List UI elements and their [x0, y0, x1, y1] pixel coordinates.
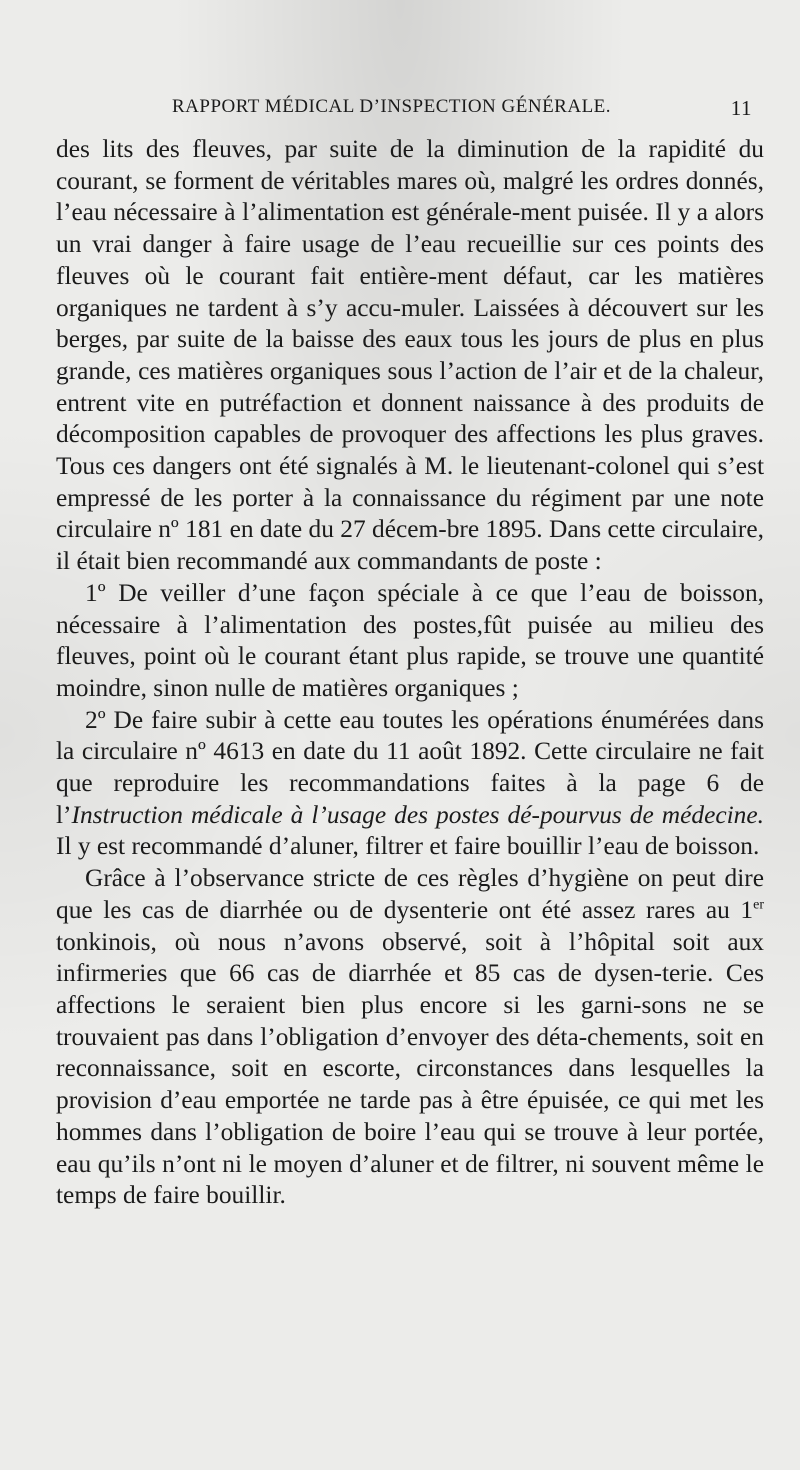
page-number: 11: [730, 96, 752, 120]
paragraph-4: [56, 863, 764, 1212]
running-title: RAPPORT MÉDICAL D’INSPECTION GÉNÉRALE.: [172, 96, 612, 117]
body-text: [56, 134, 764, 1212]
ordinal-superscript: er: [753, 897, 764, 913]
instruction-title-italic: Instruction médicale à l’usage des postes dé-pourvus de médecine.: [71, 800, 764, 829]
paragraph-2: 1º De veiller d’une façon spéciale à ce que l’eau de boisson, nécessaire à l’alimentation des postes,fût puisée au milieu des fleuves, point où le courant étant plus rapide, se trouve une quantité moindre, sinon nulle de matières organiques ;: [56, 578, 764, 702]
page-header: [172, 96, 752, 126]
paragraph-3-text-b: Il y est recommandé d’aluner, filtrer et faire bouillir l’eau de boisson.: [56, 832, 760, 861]
paragraph-1: des lits des fleuves, par suite de la diminution de la rapidité du courant, se forment de véritables mares où, malgré les ordres donnés, l’eau nécessaire à l’alimentation est générale-ment puisée. Il y a alors un vrai danger à faire usage de l’eau recueillie sur ces points des fleuves où le courant fait entière-ment défaut, car les matières organiques ne tardent à s’y accu-muler. Laissées à découvert sur les berges, par suite de la baisse des eaux tous les jours de plus en plus grande, ces matières organiques sous l’action de l’air et de la chaleur, entrent vite en putréfaction et donnent naissance à des produits de décomposition capables de provoquer des affections les plus graves. Tous ces dangers ont été signalés à M. le lieutenant-colonel qui s’est empressé de les porter à la connaissance du régiment par une note circulaire nº 181 en date du 27 décem-bre 1895. Dans cette circulaire, il était bien recommandé aux commandants de poste :: [56, 135, 764, 576]
paragraph-3-text-a: 2º De faire subir à cette eau toutes les opérations énumérées dans la circulaire nº 4613 en date du 11 août 1892. Cette circulaire ne fait que reproduire les recommandations faites à la page 6 de l’: [56, 705, 764, 829]
paragraph-4-text-a: Grâce à l’observance stricte de ces règles d’hygiène on peut dire que les cas de diarrhée ou de dysenterie ont été assez rares au 1: [56, 864, 764, 924]
paragraph-3: [56, 705, 764, 864]
paragraph-4-text-b: tonkinois, où nous n’avons observé, soit à l’hôpital soit aux infirmeries que 66 cas de diarrhée et 85 cas de dysen-terie. Ces affections le seraient bien plus encore si les garni-sons ne se trouvaient pas dans l’obligation d’envoyer des déta-chements, soit en reconnaissance, soit en escorte, circonstances dans lesquelles la provision d’eau emportée ne tarde pas à être épuisée, ce qui met les hommes dans l’obligation de boire l’eau qui se trouve à leur portée, eau qu’ils n’ont ni le moyen d’aluner et de filtrer, ni souvent même le temps de faire bouillir.: [56, 927, 764, 1210]
